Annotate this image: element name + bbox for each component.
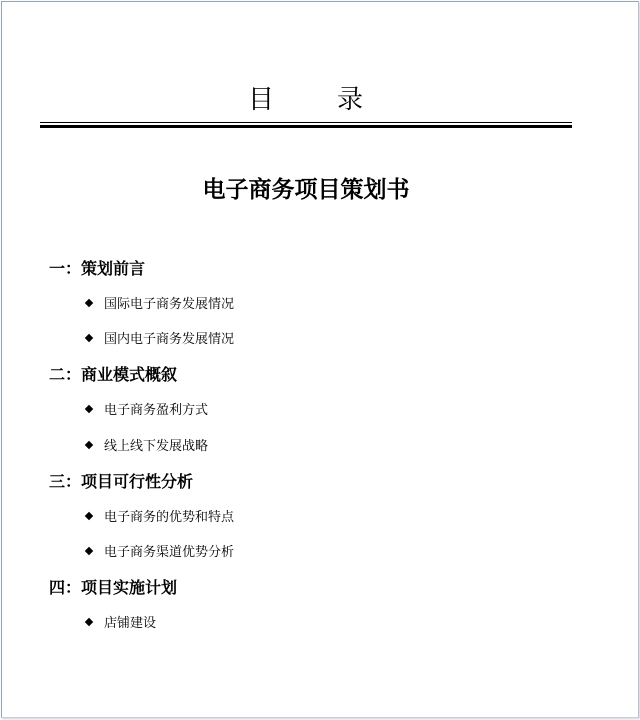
diamond-bullet-icon [85,405,93,413]
diamond-bullet-icon [85,441,93,449]
toc-section-4 [49,577,177,599]
toc-item [86,296,234,314]
toc-item-label: 国际电子商务发展情况 [104,297,235,312]
toc-item [86,509,234,527]
diamond-bullet-icon [85,334,93,342]
toc-item-label: 国内电子商务发展情况 [104,332,235,347]
diamond-bullet-icon [85,547,93,555]
section-separator: ： [65,259,82,278]
toc-item-label: 店铺建设 [104,616,157,631]
toc-item-label: 电子商务的优势和特点 [104,510,235,525]
toc-item [86,331,234,349]
toc-heading [40,84,572,116]
toc-heading-char-1: 目 [247,85,275,115]
toc-item-label: 线上线下发展战略 [104,439,209,454]
diamond-bullet-icon [85,299,93,307]
section-number: 一 [49,259,66,278]
toc-item [86,438,208,456]
section-separator: ： [65,472,82,491]
toc-section-1 [49,258,145,280]
toc-section-3 [49,471,193,493]
heading-rule-thin [40,122,572,123]
toc-heading-char-2: 录 [337,85,365,115]
section-number: 二 [49,365,66,384]
toc-item-label: 电子商务盈利方式 [104,403,209,418]
section-number: 四 [49,578,66,597]
toc-item [86,544,234,562]
diamond-bullet-icon [85,618,93,626]
document-title: 电子商务项目策划书 [202,177,410,203]
toc-section-2 [49,364,177,386]
toc-item [86,615,156,633]
section-label: 项目实施计划 [81,578,178,597]
section-label: 商业模式概叙 [81,365,178,384]
document-page [1,1,639,718]
diamond-bullet-icon [85,512,93,520]
toc-item-label: 电子商务渠道优势分析 [104,545,235,560]
section-label: 策划前言 [81,259,146,278]
section-separator: ： [65,578,82,597]
section-separator: ： [65,365,82,384]
heading-rule-thick [40,125,572,128]
section-number: 三 [49,472,66,491]
toc-item [86,402,208,420]
section-label: 项目可行性分析 [81,472,194,491]
